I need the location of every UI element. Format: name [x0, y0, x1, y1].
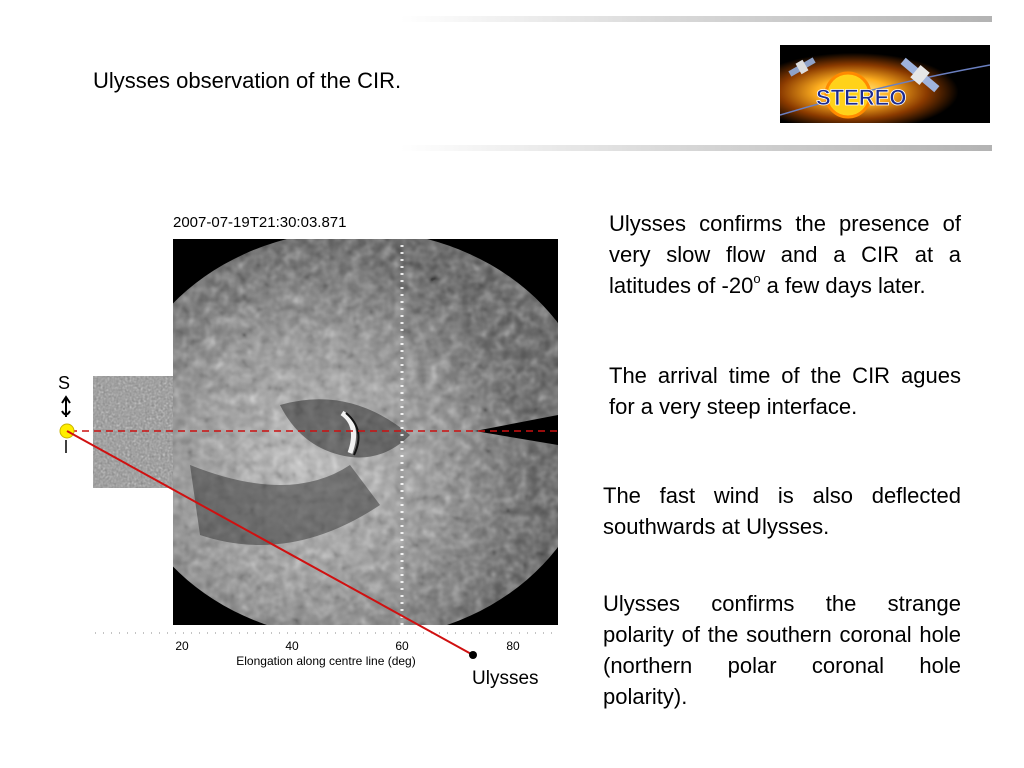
- paragraph-polarity: Ulysses confirms the strange polarity of the southern coronal hole (northern polar coronal hole polarity).: [603, 591, 961, 709]
- heliospheric-image-figure: [50, 205, 570, 695]
- x-tick-label: 40: [285, 639, 299, 653]
- svg-text:STEREO: STEREO: [816, 85, 907, 110]
- stereo-logo: [780, 45, 990, 123]
- paragraph-arrival-time: The arrival time of the CIR agues for a very steep interface.: [609, 363, 961, 419]
- image-timestamp: 2007-07-19T21:30:03.871: [173, 214, 347, 231]
- x-tick-label: 80: [506, 639, 520, 653]
- bottom-divider: [400, 145, 992, 151]
- ulysses-label: Ulysses: [472, 668, 539, 689]
- x-tick-label: 60: [395, 639, 409, 653]
- s-label: S: [58, 373, 71, 393]
- s-arrow-icon: [62, 397, 70, 417]
- paragraph-fast-wind: The fast wind is also deflected southwards at Ulysses.: [603, 483, 961, 539]
- ulysses-marker: [469, 651, 477, 659]
- paragraph-slow-flow: Ulysses confirms the presence of very slow flow and a CIR at a latitudes of -20$^o$ a few days later.: [609, 211, 961, 298]
- x-axis: [95, 633, 558, 668]
- slide-title: Ulysses observation of the CIR.: [93, 68, 402, 93]
- x-axis-label: Elongation along centre line (deg): [236, 654, 416, 668]
- x-tick-label: 20: [175, 639, 189, 653]
- top-divider: [400, 16, 992, 22]
